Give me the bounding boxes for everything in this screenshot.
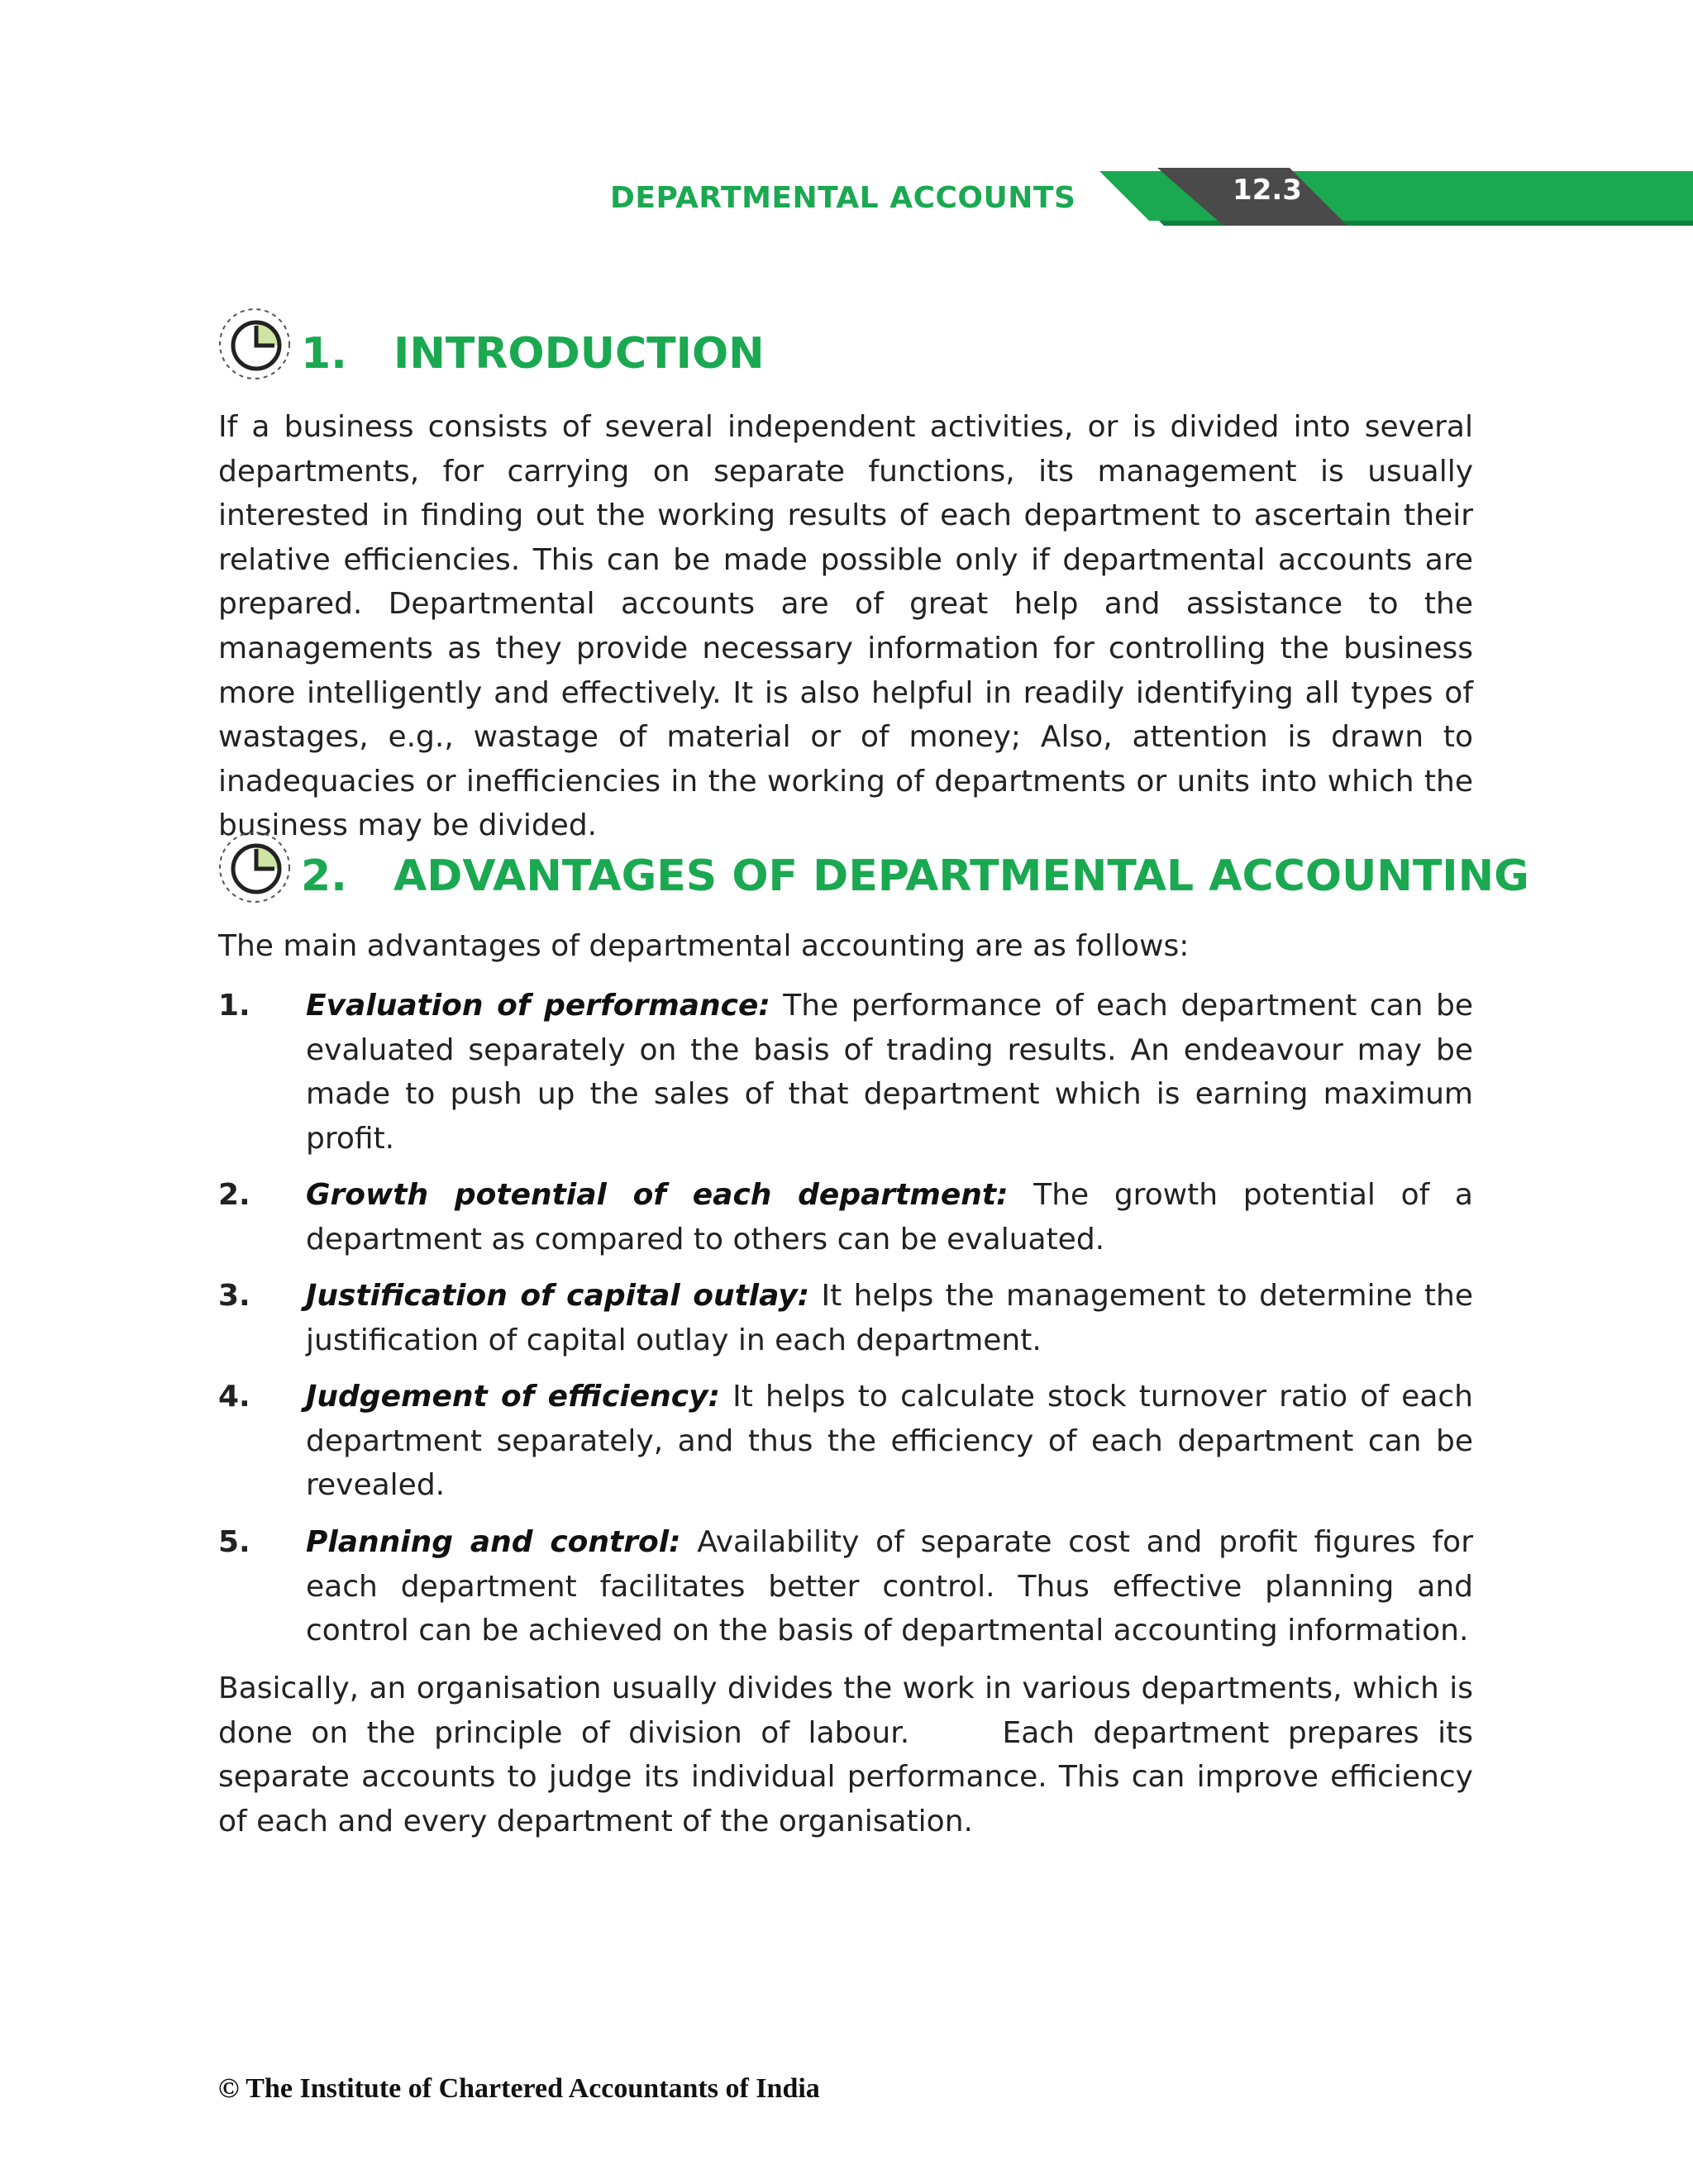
section-heading: ADVANTAGES OF DEPARTMENTAL ACCOUNTING	[393, 851, 1529, 901]
list-text	[306, 1173, 1473, 1261]
list-number: 1.	[218, 989, 250, 1023]
page-number: 12.3	[1233, 174, 1302, 207]
section-intro: The main advantages of departmental accounting are as follows:	[218, 929, 1190, 963]
running-header-title: DEPARTMENTAL ACCOUNTS	[610, 181, 1076, 215]
section-number: 2.	[301, 851, 347, 901]
list-text	[306, 1520, 1473, 1653]
list-heading: Growth potential of each department:	[306, 1178, 1009, 1212]
section-heading: INTRODUCTION	[393, 329, 765, 379]
list-text	[306, 984, 1473, 1161]
section-number: 1.	[301, 329, 347, 379]
list-description: It helps to calculate stock turnover ratio of each department separately, and thus the efficiency of each department can be revealed.	[306, 1380, 1473, 1503]
list-number: 4.	[218, 1380, 250, 1414]
list-heading: Justification of capital outlay:	[306, 1279, 810, 1313]
copyright-footer: © The Institute of Chartered Accountants of India	[218, 2073, 820, 2104]
list-heading: Planning and control:	[306, 1525, 681, 1559]
section-paragraph: If a business consists of several independent activities, or is divided into several departments, for carrying on separate functions, its management is usually interested in finding out the working results of each department to ascertain their relative efficiencies. This can be made possible only if departmental accounts are prepared. Departmental accounts are of great help and assistance to the managements as they provide necessary information for controlling the business more intelligently and effectively. It is also helpful in readily identifying all types of wastages, e.g., wastage of material or of money; Also, attention is drawn to inadequacies or inefficiencies in the working of departments or units into which the business may be divided.	[218, 410, 1473, 843]
list-description: It helps the management to determine the justification of capital outlay in each department.	[306, 1279, 1473, 1357]
list-number: 5.	[218, 1525, 250, 1559]
list-description: Availability of separate cost and profit figures for each department facilitates better control. Thus effective planning and control can be achieved on the basis of departmental accounting information.	[306, 1525, 1474, 1648]
list-number: 2.	[218, 1178, 250, 1212]
list-heading: Evaluation of performance:	[306, 989, 770, 1023]
list-text	[306, 1375, 1473, 1508]
list-description: The performance of each department can be evaluated separately on the basis of trading results. An endeavour may be made to push up the sales of that department which is earning maximum profit.	[306, 989, 1473, 1156]
clock-pie-icon	[217, 829, 293, 905]
clock-pie-icon	[217, 306, 293, 382]
list-text	[306, 1274, 1473, 1362]
header-band	[1099, 168, 1693, 236]
list-number: 3.	[218, 1279, 250, 1313]
list-heading: Judgement of efficiency:	[306, 1380, 720, 1414]
list-description: The growth potential of a department as compared to others can be evaluated.	[306, 1178, 1473, 1257]
closing-paragraph: Basically, an organisation usually divides the work in various departments, which is done on the principle of division of labour. Each department prepares its separate accounts to judge its individual performance. This can improve efficiency of each and every department of the organisation.	[218, 1671, 1483, 1838]
